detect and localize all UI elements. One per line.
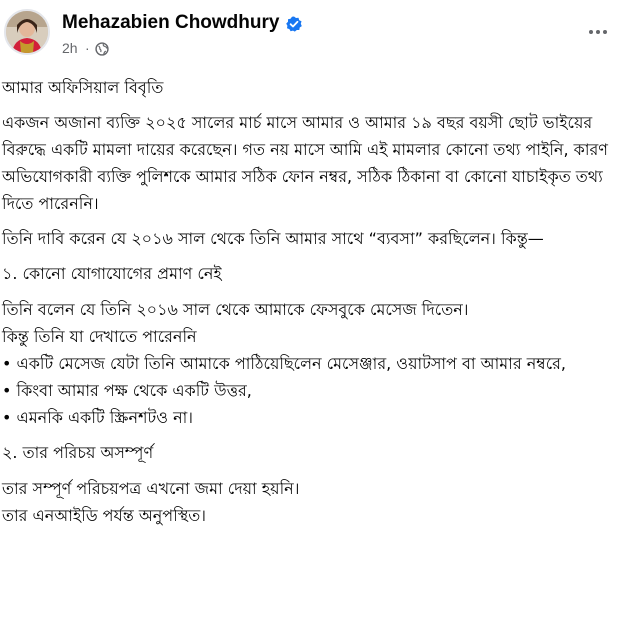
bullet-item: • একটি মেসেজ যেটা তিনি আমাকে পাঠিয়েছিলেন মেসেঞ্জার, ওয়াটসাপ বা আমার নম্বরে, (2, 354, 567, 373)
more-dot-icon (603, 30, 607, 34)
bullet-item: • এমনকি একটি স্ক্রিনশটও না। (2, 408, 193, 427)
bullet-item: • কিংবা আমার পক্ষ থেকে একটি উত্তর, (2, 381, 252, 400)
post-timestamp[interactable]: 2h (62, 40, 78, 56)
meta-separator: · (85, 40, 90, 56)
author-name[interactable]: Mehazabien Chowdhury (62, 12, 280, 33)
post-paragraph-1: একজন অজানা ব্যক্তি ২০২৫ সালের মার্চ মাসে আমার ও আমার ১৯ বছর বয়সী ছোট ভাইয়ের বিরুদ্ধে একটি মামলা দায়ের করেছেন। গত নয় মাসে আমি এই মামলার কোনো তথ্য পাইনি, কারণ অভিযোগকারী ব্যক্তি পুলিশকে আমার সঠিক ফোন নম্বর, সঠিক ঠিকানা বা কোনো যাচাইকৃত তথ্য দিতে পারেননি। (2, 113, 608, 213)
avatar-photo-icon (6, 11, 48, 53)
post-header (0, 0, 640, 70)
section-2-heading: ২. তার পরিচয় অসম্পূর্ণ (2, 443, 154, 462)
section-1-line-1: তিনি বলেন যে তিনি ২০১৬ সাল থেকে আমাকে ফেসবুকে মেসেজ দিতেন। (2, 300, 469, 319)
more-dot-icon (589, 30, 593, 34)
verified-badge-icon (286, 16, 302, 32)
section-1-line-2: কিন্তু তিনি যা দেখাতে পারেননি (2, 327, 197, 346)
post-title: আমার অফিসিয়াল বিবৃতি (2, 78, 164, 97)
author-avatar[interactable] (4, 9, 50, 55)
more-dot-icon (596, 30, 600, 34)
section-2-line-2: তার এনআইডি পর্যন্ত অনুপস্থিত। (2, 506, 207, 525)
globe-icon[interactable] (95, 42, 109, 56)
section-1-heading: ১. কোনো যোগাযোগের প্রমাণ নেই (2, 264, 222, 283)
more-options-button[interactable] (580, 20, 616, 44)
section-2-line-1: তার সম্পূর্ণ পরিচয়পত্র এখনো জমা দেয়া হয়নি। (2, 479, 300, 498)
post-body (2, 74, 632, 529)
post-paragraph-2: তিনি দাবি করেন যে ২০১৬ সাল থেকে তিনি আমার সাথে “ব্যবসা” করছিলেন। কিন্তু— (2, 229, 544, 248)
